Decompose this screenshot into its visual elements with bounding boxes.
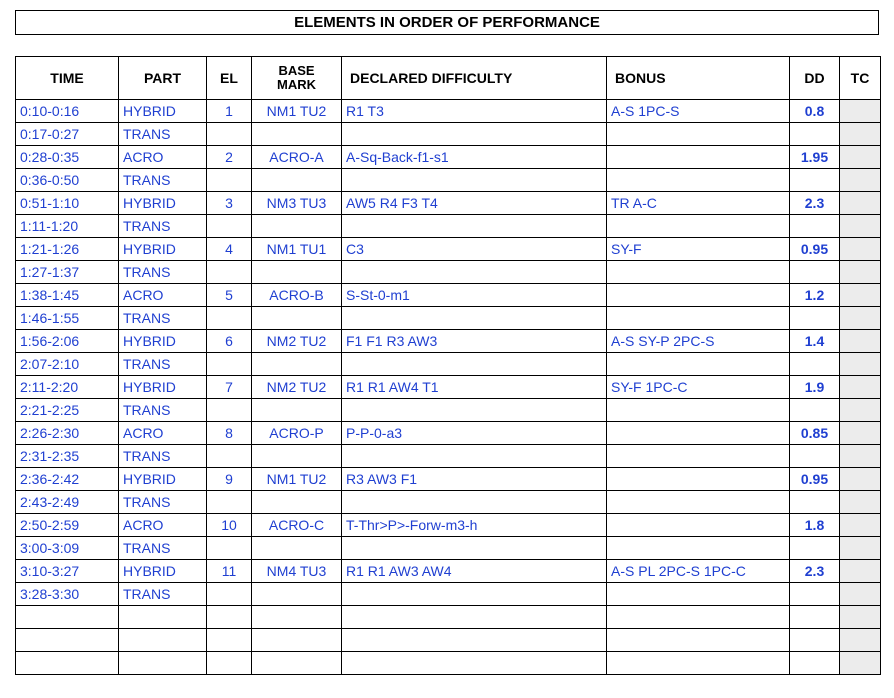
table-row: [16, 583, 881, 606]
table-row: [16, 192, 881, 215]
tc-cell: [840, 537, 881, 560]
base-mark-cell: NM3 TU3: [252, 192, 342, 215]
declared-difficulty-cell: [342, 537, 607, 560]
dd-cell: 2.3: [790, 560, 840, 583]
tc-cell: [840, 629, 881, 652]
time-cell: 1:27-1:37: [16, 261, 119, 284]
base-mark-cell: ACRO-C: [252, 514, 342, 537]
base-mark-cell: [252, 606, 342, 629]
header-declared-difficulty: DECLARED DIFFICULTY: [342, 57, 607, 100]
header-base-mark: [252, 57, 342, 100]
header-base-line1: BASE: [278, 63, 315, 78]
bonus-cell: SY-F 1PC-C: [607, 376, 790, 399]
dd-cell: [790, 399, 840, 422]
table-row: [16, 307, 881, 330]
tc-cell: [840, 215, 881, 238]
bonus-cell: [607, 123, 790, 146]
dd-cell: 0.95: [790, 238, 840, 261]
base-mark-cell: ACRO-B: [252, 284, 342, 307]
table-row: [16, 652, 881, 675]
base-mark-cell: ACRO-P: [252, 422, 342, 445]
bonus-cell: [607, 399, 790, 422]
base-mark-cell: [252, 261, 342, 284]
header-tc: TC: [840, 57, 881, 100]
time-cell: [16, 606, 119, 629]
base-mark-cell: [252, 491, 342, 514]
bonus-cell: A-S 1PC-S: [607, 100, 790, 123]
bonus-cell: [607, 491, 790, 514]
bonus-cell: [607, 284, 790, 307]
declared-difficulty-cell: T-Thr>P>-Forw-m3-h: [342, 514, 607, 537]
time-cell: 3:10-3:27: [16, 560, 119, 583]
time-cell: 0:28-0:35: [16, 146, 119, 169]
declared-difficulty-cell: [342, 606, 607, 629]
declared-difficulty-cell: R1 R1 AW3 AW4: [342, 560, 607, 583]
base-mark-cell: NM1 TU2: [252, 100, 342, 123]
dd-cell: [790, 537, 840, 560]
bonus-cell: [607, 514, 790, 537]
part-cell: HYBRID: [119, 330, 207, 353]
table-row: [16, 560, 881, 583]
header-part: PART: [119, 57, 207, 100]
el-cell: 10: [207, 514, 252, 537]
part-cell: HYBRID: [119, 192, 207, 215]
bonus-cell: A-S SY-P 2PC-S: [607, 330, 790, 353]
base-mark-cell: NM1 TU2: [252, 468, 342, 491]
time-cell: 3:28-3:30: [16, 583, 119, 606]
part-cell: ACRO: [119, 514, 207, 537]
el-cell: 2: [207, 146, 252, 169]
base-mark-cell: NM4 TU3: [252, 560, 342, 583]
table-row: [16, 468, 881, 491]
table-row: [16, 353, 881, 376]
declared-difficulty-cell: [342, 399, 607, 422]
declared-difficulty-cell: S-St-0-m1: [342, 284, 607, 307]
bonus-cell: TR A-C: [607, 192, 790, 215]
base-mark-cell: [252, 399, 342, 422]
base-mark-cell: [252, 353, 342, 376]
header-time: TIME: [16, 57, 119, 100]
bonus-cell: [607, 146, 790, 169]
part-cell: [119, 629, 207, 652]
tc-cell: [840, 583, 881, 606]
header-dd: DD: [790, 57, 840, 100]
dd-cell: [790, 353, 840, 376]
time-cell: 1:46-1:55: [16, 307, 119, 330]
el-cell: [207, 307, 252, 330]
tc-cell: [840, 376, 881, 399]
declared-difficulty-cell: [342, 652, 607, 675]
tc-cell: [840, 560, 881, 583]
part-cell: TRANS: [119, 353, 207, 376]
declared-difficulty-cell: R3 AW3 F1: [342, 468, 607, 491]
time-cell: 0:10-0:16: [16, 100, 119, 123]
base-mark-cell: [252, 307, 342, 330]
dd-cell: [790, 583, 840, 606]
bonus-cell: [607, 169, 790, 192]
el-cell: 6: [207, 330, 252, 353]
bonus-cell: [607, 353, 790, 376]
time-cell: 2:26-2:30: [16, 422, 119, 445]
tc-cell: [840, 491, 881, 514]
table-header-row: [16, 57, 881, 100]
base-mark-cell: [252, 652, 342, 675]
time-cell: 1:21-1:26: [16, 238, 119, 261]
declared-difficulty-cell: R1 T3: [342, 100, 607, 123]
tc-cell: [840, 445, 881, 468]
bonus-cell: [607, 629, 790, 652]
el-cell: [207, 445, 252, 468]
tc-cell: [840, 100, 881, 123]
declared-difficulty-cell: R1 R1 AW4 T1: [342, 376, 607, 399]
el-cell: [207, 583, 252, 606]
part-cell: TRANS: [119, 215, 207, 238]
base-mark-cell: [252, 123, 342, 146]
dd-cell: [790, 123, 840, 146]
table-row: [16, 330, 881, 353]
part-cell: [119, 606, 207, 629]
tc-cell: [840, 652, 881, 675]
bonus-cell: [607, 445, 790, 468]
time-cell: 1:38-1:45: [16, 284, 119, 307]
tc-cell: [840, 238, 881, 261]
bonus-cell: [607, 652, 790, 675]
time-cell: 2:07-2:10: [16, 353, 119, 376]
declared-difficulty-cell: A-Sq-Back-f1-s1: [342, 146, 607, 169]
elements-table: [15, 56, 881, 675]
part-cell: TRANS: [119, 307, 207, 330]
el-cell: 9: [207, 468, 252, 491]
part-cell: TRANS: [119, 261, 207, 284]
dd-cell: 0.85: [790, 422, 840, 445]
time-cell: [16, 652, 119, 675]
el-cell: [207, 491, 252, 514]
part-cell: ACRO: [119, 422, 207, 445]
table-row: [16, 514, 881, 537]
dd-cell: [790, 629, 840, 652]
time-cell: 0:51-1:10: [16, 192, 119, 215]
el-cell: [207, 261, 252, 284]
el-cell: 7: [207, 376, 252, 399]
bonus-cell: [607, 468, 790, 491]
part-cell: HYBRID: [119, 468, 207, 491]
part-cell: TRANS: [119, 399, 207, 422]
el-cell: [207, 606, 252, 629]
time-cell: 2:11-2:20: [16, 376, 119, 399]
time-cell: 2:31-2:35: [16, 445, 119, 468]
bonus-cell: [607, 583, 790, 606]
base-mark-cell: ACRO-A: [252, 146, 342, 169]
bonus-cell: [607, 422, 790, 445]
table-row: [16, 491, 881, 514]
time-cell: 0:17-0:27: [16, 123, 119, 146]
part-cell: HYBRID: [119, 376, 207, 399]
declared-difficulty-cell: F1 F1 R3 AW3: [342, 330, 607, 353]
el-cell: 5: [207, 284, 252, 307]
dd-cell: [790, 445, 840, 468]
table-row: [16, 215, 881, 238]
el-cell: 11: [207, 560, 252, 583]
el-cell: [207, 169, 252, 192]
base-mark-cell: NM2 TU2: [252, 330, 342, 353]
time-cell: 2:50-2:59: [16, 514, 119, 537]
part-cell: TRANS: [119, 445, 207, 468]
el-cell: 4: [207, 238, 252, 261]
part-cell: TRANS: [119, 491, 207, 514]
dd-cell: [790, 307, 840, 330]
declared-difficulty-cell: AW5 R4 F3 T4: [342, 192, 607, 215]
el-cell: [207, 629, 252, 652]
table-row: [16, 606, 881, 629]
table-row: [16, 284, 881, 307]
base-mark-cell: [252, 445, 342, 468]
base-mark-cell: NM2 TU2: [252, 376, 342, 399]
tc-cell: [840, 169, 881, 192]
table-row: [16, 445, 881, 468]
tc-cell: [840, 353, 881, 376]
base-mark-cell: [252, 215, 342, 238]
declared-difficulty-cell: [342, 491, 607, 514]
part-cell: HYBRID: [119, 560, 207, 583]
page-title: ELEMENTS IN ORDER OF PERFORMANCE: [15, 10, 879, 35]
bonus-cell: [607, 606, 790, 629]
part-cell: ACRO: [119, 284, 207, 307]
part-cell: TRANS: [119, 537, 207, 560]
declared-difficulty-cell: P-P-0-a3: [342, 422, 607, 445]
table-row: [16, 261, 881, 284]
el-cell: [207, 215, 252, 238]
tc-cell: [840, 468, 881, 491]
table-row: [16, 376, 881, 399]
el-cell: [207, 537, 252, 560]
declared-difficulty-cell: [342, 169, 607, 192]
table-row: [16, 169, 881, 192]
part-cell: HYBRID: [119, 238, 207, 261]
part-cell: ACRO: [119, 146, 207, 169]
base-mark-cell: NM1 TU1: [252, 238, 342, 261]
tc-cell: [840, 146, 881, 169]
dd-cell: [790, 215, 840, 238]
table-row: [16, 629, 881, 652]
base-mark-cell: [252, 629, 342, 652]
time-cell: 1:11-1:20: [16, 215, 119, 238]
tc-cell: [840, 422, 881, 445]
tc-cell: [840, 284, 881, 307]
el-cell: [207, 652, 252, 675]
dd-cell: [790, 606, 840, 629]
tc-cell: [840, 123, 881, 146]
declared-difficulty-cell: [342, 629, 607, 652]
time-cell: 3:00-3:09: [16, 537, 119, 560]
bonus-cell: A-S PL 2PC-S 1PC-C: [607, 560, 790, 583]
dd-cell: 1.9: [790, 376, 840, 399]
bonus-cell: [607, 537, 790, 560]
dd-cell: 2.3: [790, 192, 840, 215]
el-cell: 1: [207, 100, 252, 123]
dd-cell: 1.95: [790, 146, 840, 169]
part-cell: [119, 652, 207, 675]
time-cell: 1:56-2:06: [16, 330, 119, 353]
declared-difficulty-cell: C3: [342, 238, 607, 261]
declared-difficulty-cell: [342, 307, 607, 330]
dd-cell: [790, 261, 840, 284]
dd-cell: 0.8: [790, 100, 840, 123]
bonus-cell: SY-F: [607, 238, 790, 261]
declared-difficulty-cell: [342, 445, 607, 468]
tc-cell: [840, 330, 881, 353]
time-cell: 2:36-2:42: [16, 468, 119, 491]
tc-cell: [840, 261, 881, 284]
declared-difficulty-cell: [342, 123, 607, 146]
base-mark-cell: [252, 537, 342, 560]
table-body: [16, 100, 881, 675]
table-row: [16, 422, 881, 445]
bonus-cell: [607, 307, 790, 330]
declared-difficulty-cell: [342, 353, 607, 376]
time-cell: 0:36-0:50: [16, 169, 119, 192]
tc-cell: [840, 514, 881, 537]
tc-cell: [840, 192, 881, 215]
table-row: [16, 537, 881, 560]
tc-cell: [840, 606, 881, 629]
header-bonus: BONUS: [607, 57, 790, 100]
table-row: [16, 399, 881, 422]
bonus-cell: [607, 215, 790, 238]
part-cell: TRANS: [119, 583, 207, 606]
time-cell: [16, 629, 119, 652]
dd-cell: [790, 169, 840, 192]
dd-cell: [790, 652, 840, 675]
time-cell: 2:43-2:49: [16, 491, 119, 514]
table-row: [16, 100, 881, 123]
tc-cell: [840, 399, 881, 422]
header-base-line2: MARK: [277, 77, 316, 92]
bonus-cell: [607, 261, 790, 284]
header-el: EL: [207, 57, 252, 100]
dd-cell: 1.8: [790, 514, 840, 537]
el-cell: 3: [207, 192, 252, 215]
base-mark-cell: [252, 583, 342, 606]
table-row: [16, 238, 881, 261]
table-row: [16, 123, 881, 146]
declared-difficulty-cell: [342, 583, 607, 606]
declared-difficulty-cell: [342, 215, 607, 238]
base-mark-cell: [252, 169, 342, 192]
part-cell: TRANS: [119, 169, 207, 192]
el-cell: [207, 353, 252, 376]
table-row: [16, 146, 881, 169]
time-cell: 2:21-2:25: [16, 399, 119, 422]
part-cell: HYBRID: [119, 100, 207, 123]
part-cell: TRANS: [119, 123, 207, 146]
el-cell: [207, 123, 252, 146]
dd-cell: 1.2: [790, 284, 840, 307]
dd-cell: 1.4: [790, 330, 840, 353]
declared-difficulty-cell: [342, 261, 607, 284]
dd-cell: [790, 491, 840, 514]
dd-cell: 0.95: [790, 468, 840, 491]
el-cell: 8: [207, 422, 252, 445]
tc-cell: [840, 307, 881, 330]
el-cell: [207, 399, 252, 422]
